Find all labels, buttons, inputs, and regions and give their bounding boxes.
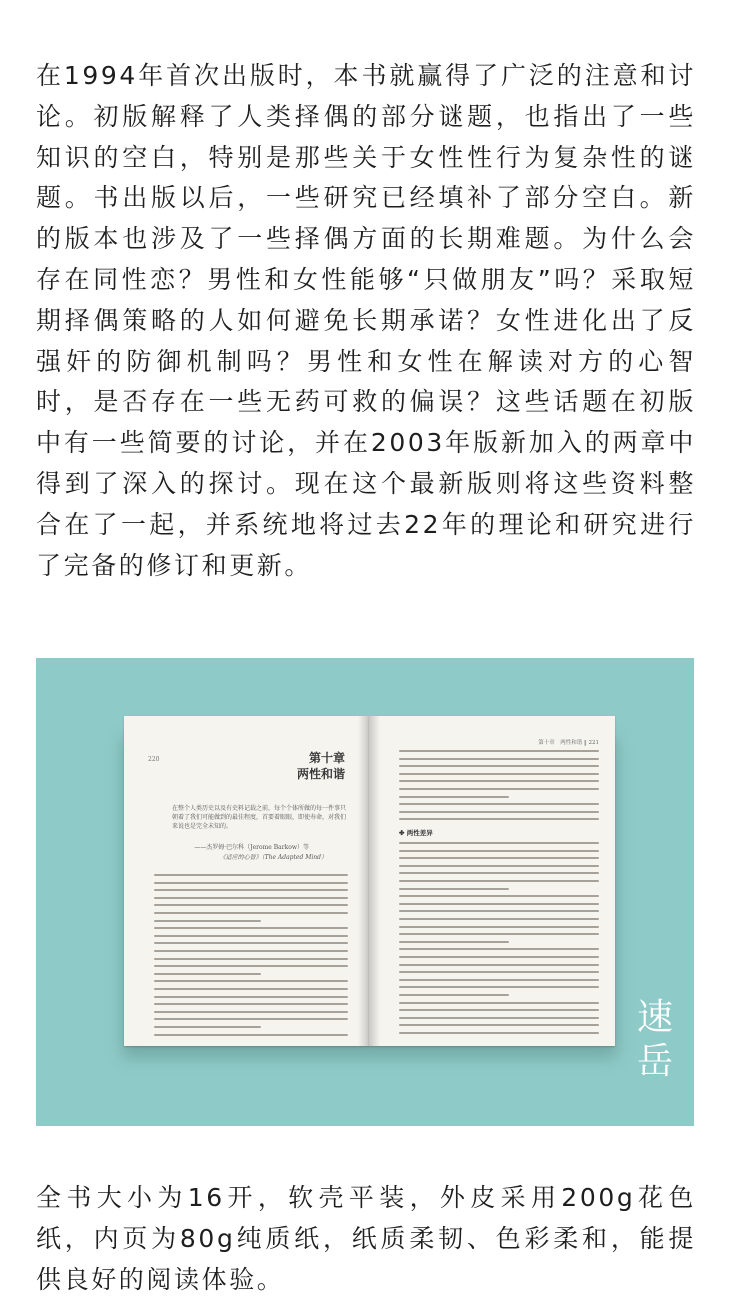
text-line: [399, 765, 599, 767]
text-line: [399, 910, 599, 912]
text-line: [154, 973, 261, 975]
text-line: [154, 950, 348, 952]
text-line: [399, 780, 599, 782]
running-head: 第十章 两性和谐 ‖ 221: [538, 740, 599, 746]
text-line: [399, 788, 599, 790]
text-line: [399, 1009, 599, 1011]
epigraph-source: 《适应的心智》（The Adapted Mind）: [219, 854, 327, 861]
text-line: [154, 942, 348, 944]
text-line: [154, 874, 348, 876]
text-line: [399, 986, 599, 988]
text-line: [399, 750, 599, 752]
chapter-number: 第十章: [308, 751, 345, 765]
text-line: [399, 803, 599, 805]
text-line: [154, 1026, 261, 1028]
text-line: [399, 1032, 599, 1034]
text-line: [154, 927, 348, 929]
text-line: [399, 872, 599, 874]
text-line: [399, 842, 599, 844]
section-heading: ✤ 两性差异: [399, 829, 433, 837]
text-line: [154, 988, 348, 990]
text-line: [399, 1017, 599, 1019]
text-line: [399, 941, 509, 943]
text-line: [399, 850, 599, 852]
text-line: [399, 773, 599, 775]
text-line: [154, 1011, 348, 1013]
text-line: [399, 964, 599, 966]
chapter-heading: [124, 750, 345, 782]
text-line: [399, 971, 599, 973]
watermark-seal: [630, 996, 680, 1084]
right-page: [369, 716, 615, 1046]
spec-paragraph: 全书大小为16开，软壳平装，外皮采用200g花色纸，内页为80g纯质纸，纸质柔韧、色彩柔和，能提供良好的阅读体验。: [36, 1183, 696, 1294]
text-line: [154, 897, 348, 899]
text-line: [154, 996, 348, 998]
text-line: [154, 1034, 348, 1036]
text-line: [399, 918, 599, 920]
text-line: [399, 903, 599, 905]
text-line: [399, 811, 599, 813]
left-page: [124, 716, 369, 1046]
text-line: [154, 1018, 348, 1020]
text-line: [399, 857, 599, 859]
text-line: [399, 948, 599, 950]
chapter-title: 两性和谐: [296, 767, 345, 781]
text-line: [154, 912, 348, 914]
text-line: [399, 994, 509, 996]
epigraph-author: ——杰罗姆·巴尔科（Jerome Barkow）等: [194, 844, 309, 851]
text-line: [399, 1002, 599, 1004]
text-line: [154, 935, 348, 937]
text-line: [399, 796, 509, 798]
seal-text: [630, 996, 680, 1084]
epigraph: 在整个人类历史以及有史料记载之前，每个个体所做的每一件事只朝着了我们可能做到的最佳程度，首要着眼眼，即使寿命，对我们来说也是完全未知的。: [172, 805, 347, 830]
text-line: [399, 865, 599, 867]
text-line: [154, 882, 348, 884]
book-gutter: [358, 716, 380, 1046]
text-line: [154, 920, 261, 922]
text-line: [399, 888, 509, 890]
text-line: [399, 933, 599, 935]
text-line: [399, 979, 599, 981]
seal-char-1: 速: [636, 997, 673, 1038]
text-line: [154, 889, 348, 891]
text-line: [154, 904, 348, 906]
text-line: [399, 956, 599, 958]
text-line: [154, 958, 348, 960]
text-line: [154, 965, 348, 967]
text-line: [399, 758, 599, 760]
text-line: [399, 1024, 599, 1026]
text-line: [399, 926, 599, 928]
text-line: [399, 895, 599, 897]
text-line: [154, 980, 348, 982]
text-line: [399, 818, 599, 820]
book-photo: [36, 658, 694, 1126]
seal-char-2: 岳: [636, 1041, 673, 1082]
intro-paragraph: 在1994年首次出版时，本书就赢得了广泛的注意和讨论。初版解释了人类择偶的部分谜题，也指出了一些知识的空白，特别是那些关于女性性行为复杂性的谜题。书出版以后，一些研究已经填补了部分空白。新的版本也涉及了一些择偶方面的长期难题。为什么会存在同性恋？男性和女性能够“只做朋友”吗？采取短期择偶策略的人如何避免长期承诺？女性进化出了反强奸的防御机制吗？男性和女性在解读对方的心智时，是否存在一些无药可救的偏误？这些话题在初版中有一些简要的讨论，并在2003年版新加入的两章中得到了深入的探讨。现在这个最新版则将这些资料整合在了一起，并系统地将过去22年的理论和研究进行了完备的修订和更新。: [36, 61, 696, 580]
left-page-number: 220: [148, 756, 160, 763]
text-line: [154, 1003, 348, 1005]
text-line: [399, 880, 599, 882]
